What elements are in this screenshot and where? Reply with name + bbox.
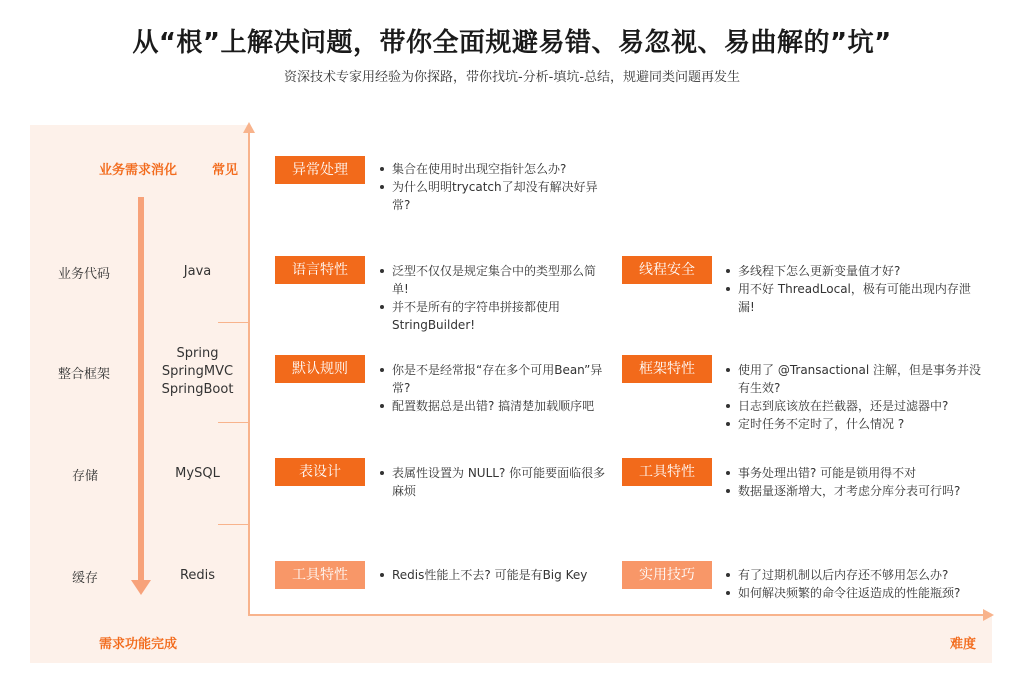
topic-list	[378, 361, 608, 415]
topic-tag: 默认规则	[275, 355, 365, 383]
topic-tag: 工具特性	[622, 458, 712, 486]
list-item: 日志到底该放在拦截器，还是过滤器中?	[724, 397, 984, 415]
list-item: Redis性能上不去? 可能是有Big Key	[378, 566, 608, 584]
list-item: 并不是所有的字符串拼接都使用StringBuilder!	[378, 298, 608, 334]
list-item: 事务处理出错? 可能是锁用得不对	[724, 464, 984, 482]
category-label: 存储	[72, 469, 99, 484]
x-axis-arrow-icon	[983, 609, 994, 621]
list-item: 多线程下怎么更新变量值才好?	[724, 262, 984, 280]
progress-down-line	[138, 197, 144, 582]
list-item: 定时任务不定时了，什么情况 ?	[724, 415, 984, 433]
y-axis-line	[248, 132, 250, 615]
tech-name: SpringMVC	[161, 364, 234, 379]
tech-name: SpringBoot	[161, 382, 234, 397]
tech-name: Java	[183, 264, 212, 279]
tech-name: Spring	[176, 346, 219, 361]
list-item: 为什么明明trycatch了却没有解决好异常?	[378, 178, 608, 214]
topic-tag: 表设计	[275, 458, 365, 486]
topic-tag: 实用技巧	[622, 561, 712, 589]
list-item: 表属性设置为 NULL? 你可能要面临很多麻烦	[378, 464, 608, 500]
topic-list	[378, 160, 608, 214]
y-axis-arrow-icon	[243, 122, 255, 133]
down-arrow-icon	[131, 580, 151, 595]
list-item: 你是不是经常报“存在多个可用Bean”异常?	[378, 361, 608, 397]
topic-list	[378, 262, 608, 334]
list-item: 泛型不仅仅是规定集合中的类型那么简单!	[378, 262, 608, 298]
row-divider	[218, 422, 249, 423]
page-subtitle: 资深技术专家用经验为你探路，带你找坑-分析-填坑-总结，规避同类问题再发生	[283, 70, 741, 85]
axis-label-top-left: 业务需求消化	[99, 163, 178, 178]
tech-stack	[150, 263, 245, 281]
topic-list	[724, 262, 984, 316]
tech-name: MySQL	[175, 466, 220, 481]
list-item: 配置数据总是出错? 搞清楚加载顺序吧	[378, 397, 608, 415]
topic-list	[378, 566, 608, 584]
axis-label-top-right: 常见	[212, 163, 239, 178]
topic-list	[724, 566, 984, 602]
axis-label-bottom-left: 需求功能完成	[99, 637, 178, 652]
category-label: 整合框架	[58, 367, 111, 382]
topic-tag: 语言特性	[275, 256, 365, 284]
list-item: 用不好 ThreadLocal，极有可能出现内存泄漏!	[724, 280, 984, 316]
x-axis-line	[248, 614, 984, 616]
topic-tag: 工具特性	[275, 561, 365, 589]
topic-list	[724, 361, 984, 433]
row-divider	[218, 322, 249, 323]
page-title: 从“根”上解决问题，带你全面规避易错、易忽视、易曲解的”坑”	[132, 28, 892, 58]
tech-stack	[150, 567, 245, 585]
tech-name: Redis	[179, 568, 216, 583]
topic-tag: 异常处理	[275, 156, 365, 184]
category-label: 业务代码	[58, 267, 111, 282]
tech-stack	[150, 345, 245, 399]
axis-label-bottom-right: 难度	[950, 637, 977, 652]
list-item: 数据量逐渐增大，才考虑分库分表可行吗?	[724, 482, 984, 500]
list-item: 有了过期机制以后内存还不够用怎么办?	[724, 566, 984, 584]
list-item: 如何解决频繁的命令往返造成的性能瓶颈?	[724, 584, 984, 602]
topic-list	[378, 464, 608, 500]
row-divider	[218, 524, 249, 525]
category-label: 缓存	[72, 571, 99, 586]
topic-tag: 线程安全	[622, 256, 712, 284]
topic-list	[724, 464, 984, 500]
list-item: 集合在使用时出现空指针怎么办?	[378, 160, 608, 178]
list-item: 使用了 @Transactional 注解，但是事务并没有生效?	[724, 361, 984, 397]
tech-stack	[150, 465, 245, 483]
topic-tag: 框架特性	[622, 355, 712, 383]
